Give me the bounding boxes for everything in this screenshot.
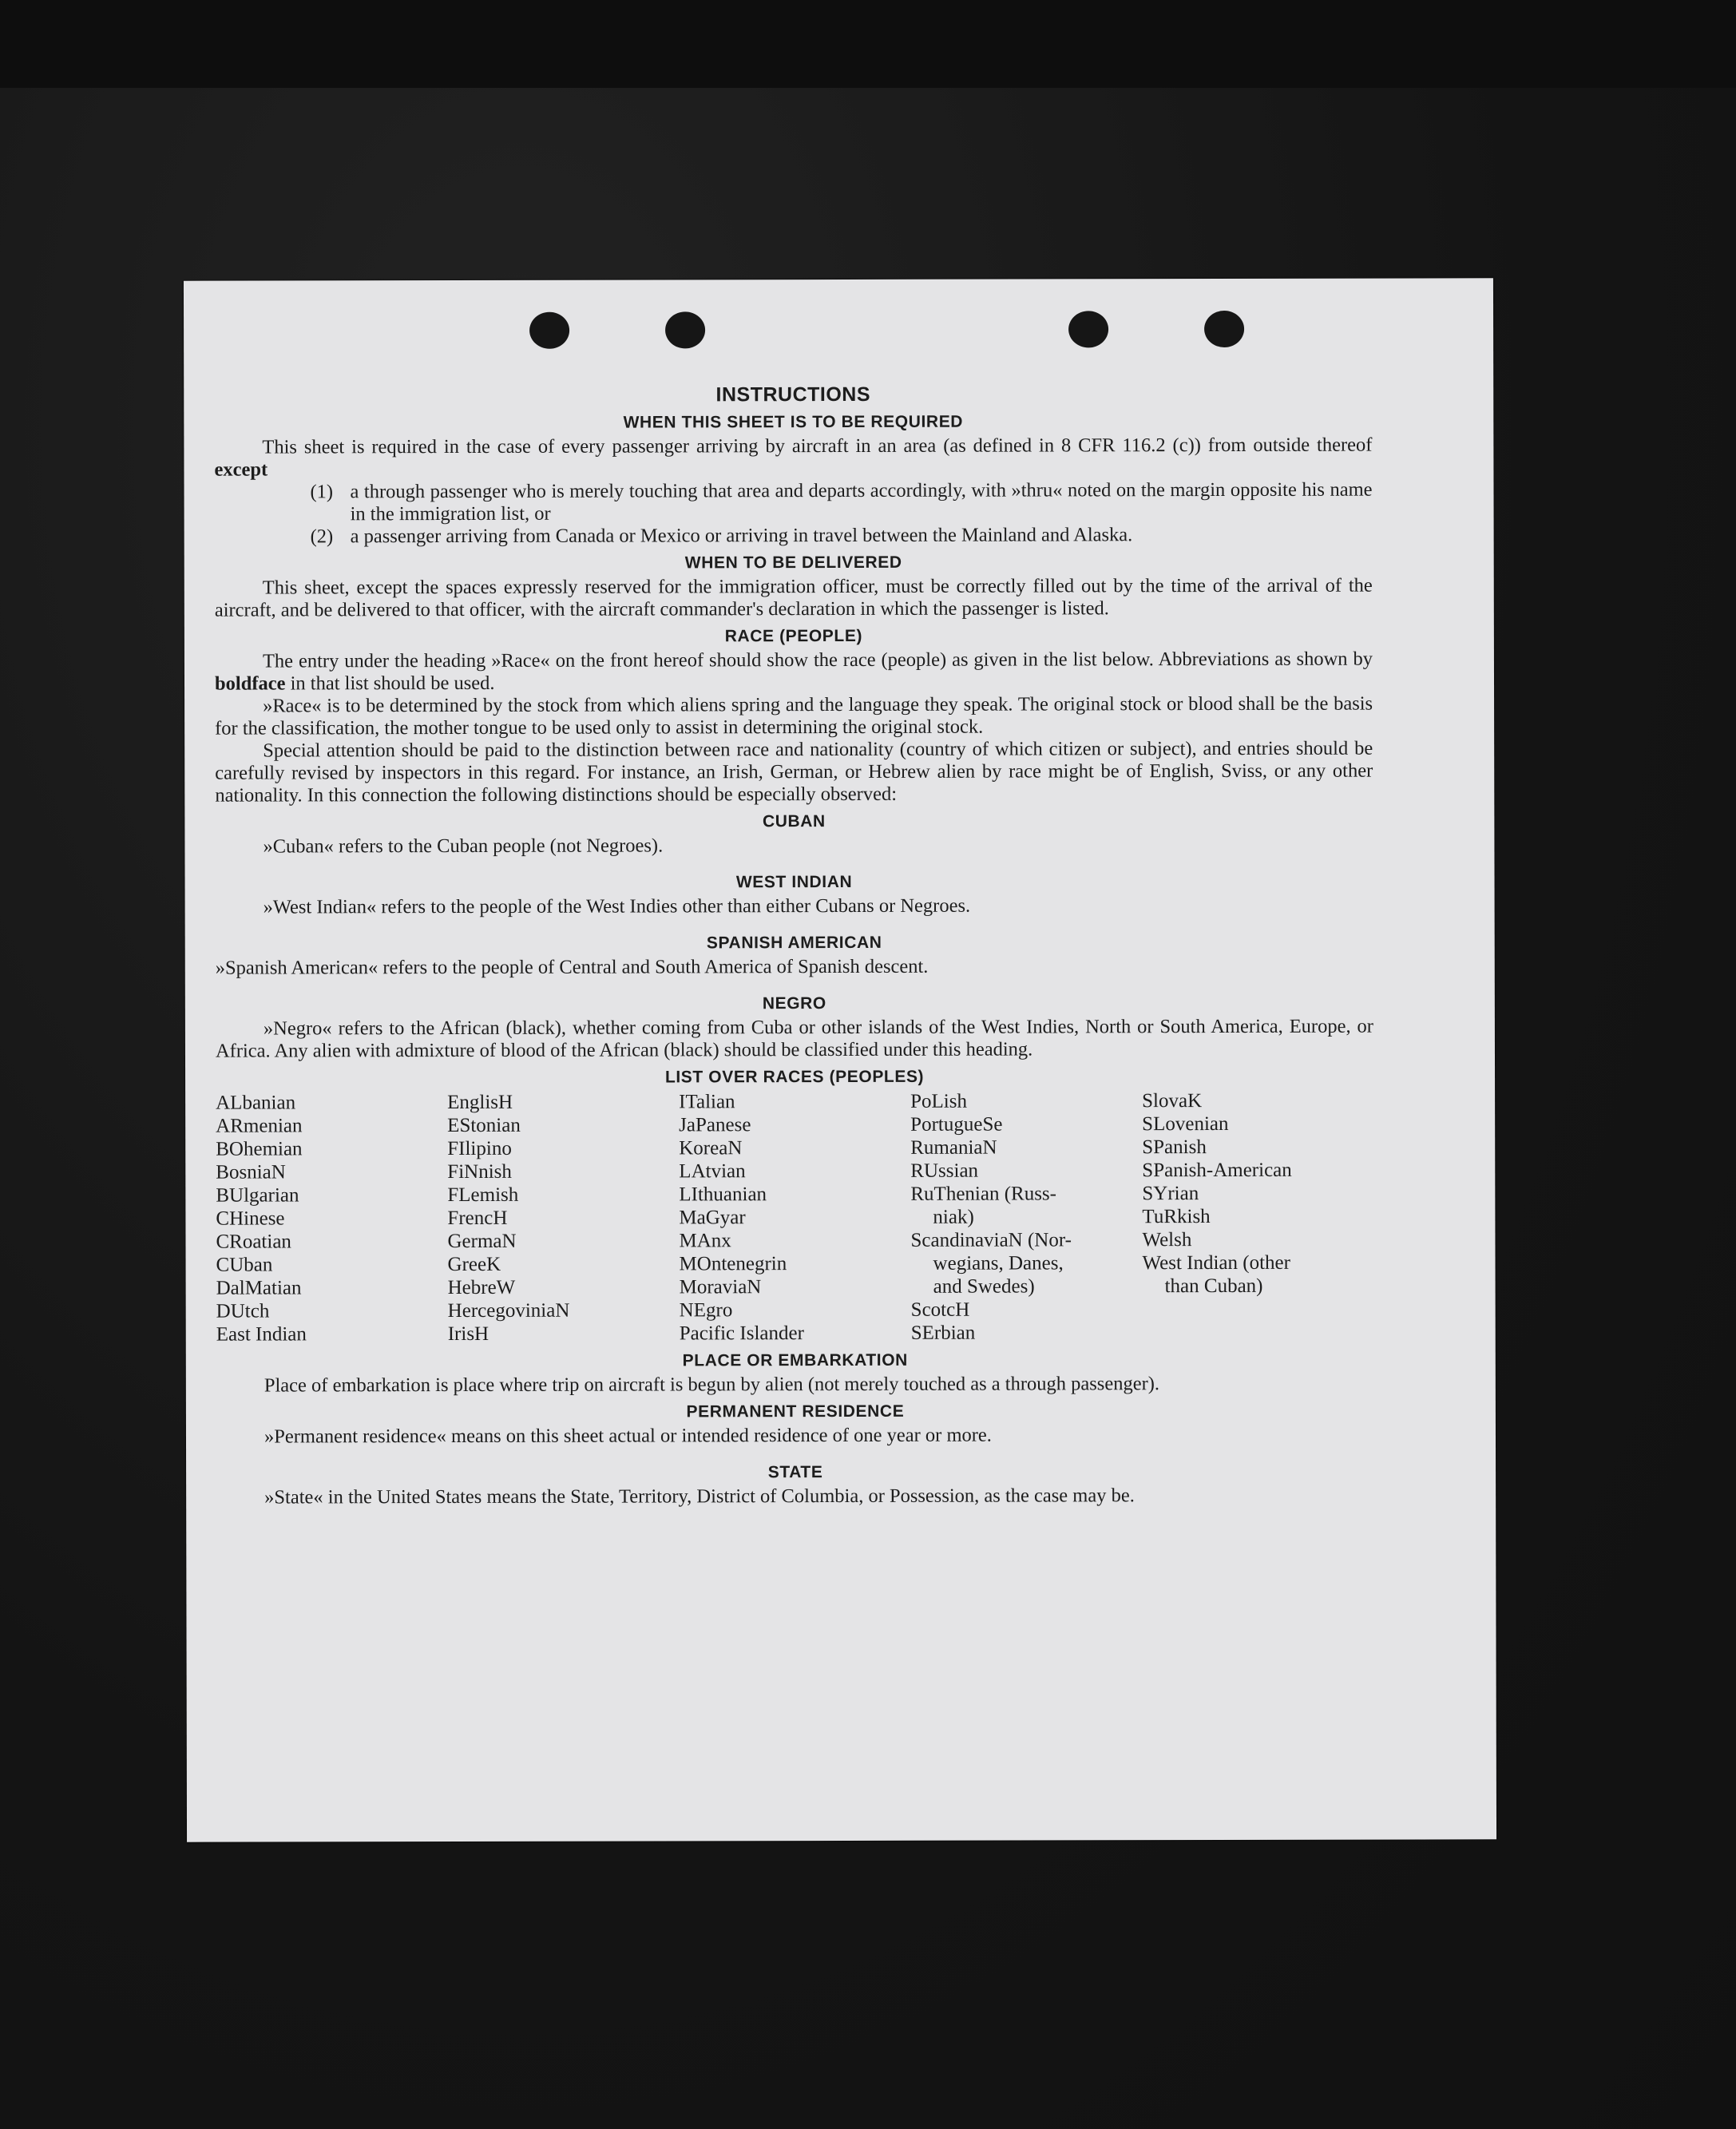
race-entry: PortugueSe	[910, 1113, 1003, 1136]
race-entry: CHinese	[216, 1207, 285, 1230]
race-entry: BOhemian	[216, 1138, 303, 1160]
race-entry: FLemish	[447, 1183, 519, 1207]
when-required-text: This sheet is required in the case of every passenger arriving by aircraft in an area (as defined in 8 CFR 116.2 (c)) from outside thereof	[262, 434, 1373, 458]
race-entry: SPanish-American	[1142, 1159, 1292, 1182]
race-entry: TuRkish	[1142, 1206, 1211, 1228]
race-paragraph-2: »Race« is to be determined by the stock from which aliens spring and the language they speak. The original stock or blood shall be the basis for the classification, the mother tongue to be used only to assist in determining the original stock.	[215, 692, 1373, 739]
race-entry: Welsh	[1142, 1229, 1192, 1251]
race-entry: niak)	[933, 1206, 974, 1228]
race-entry: Pacific Islander	[679, 1322, 804, 1345]
race-entry: GreeK	[447, 1253, 501, 1276]
heading-race: RACE (PEOPLE)	[724, 626, 863, 646]
west-indian-text: »West Indian« refers to the people of the West Indies other than either Cubans or Negroes.	[263, 894, 971, 918]
punch-hole	[1068, 311, 1108, 347]
race-entry: CUban	[216, 1254, 273, 1276]
races-column-3	[679, 1090, 911, 1346]
race-entry: ITalian	[679, 1091, 735, 1113]
heading-embarkation: PLACE OR EMBARKATION	[682, 1350, 908, 1370]
race-entry: JaPanese	[679, 1114, 751, 1136]
heading-west-indian: WEST INDIAN	[735, 872, 853, 892]
race-entry: LAtvian	[679, 1160, 746, 1183]
race-entry: FiNnish	[447, 1160, 512, 1183]
race-entry: HebreW	[447, 1276, 516, 1299]
race-entry: CRoatian	[216, 1231, 291, 1253]
heading-when-delivered: WHEN TO BE DELIVERED	[684, 553, 902, 573]
scan-top-band	[0, 0, 1736, 88]
negro-text: »Negro« refers to the African (black), whether coming from Cuba or other islands of the West Indies, North or South America, Europe, or Africa. Any alien with admixture of blood of the African (black) should be classified under this heading.	[215, 1015, 1373, 1062]
race-entry: ALbanian	[216, 1092, 296, 1114]
race-entry: West Indian (other	[1142, 1251, 1290, 1275]
document-content	[214, 383, 1374, 1509]
race-entry: DalMatian	[216, 1277, 302, 1299]
race-paragraph-3: Special attention should be paid to the distinction between race and nationality (country of which citizen or subject), and entries should be carefully revised by inspectors in this regard. For instance, an Irish, German, or Hebrew alien by race might be of English, Sviss, or any other nationality. In this connection the following distinctions should be especially observed:	[215, 737, 1373, 807]
race-entry: NEgro	[679, 1299, 733, 1322]
race-entry: HercegoviniaN	[447, 1299, 570, 1322]
race-entry: MOntenegrin	[679, 1253, 787, 1275]
race-p1-a: The entry under the heading »Race« on the front hereof should show the race (people) as given in the list below. Abbreviations as shown by	[262, 648, 1373, 672]
item-text: a through passenger who is merely touching that area and departs accordingly, with »thru« noted on the margin opposite his name in the immigration list, or	[350, 478, 1373, 525]
document-title: INSTRUCTIONS	[715, 383, 871, 406]
heading-cuban: CUBAN	[762, 812, 826, 831]
punch-hole	[1204, 311, 1244, 347]
race-entry: MoraviaN	[679, 1276, 762, 1298]
embarkation-text: Place of embarkation is place where trip on aircraft is begun by alien (not merely touched as a through passenger).	[264, 1373, 1160, 1397]
race-entry: MaGyar	[679, 1207, 746, 1229]
race-entry: IrisH	[447, 1322, 489, 1346]
race-entry: East Indian	[216, 1323, 307, 1346]
race-entry: RUssian	[910, 1160, 979, 1182]
item-number: (1)	[310, 481, 334, 503]
heading-state: STATE	[767, 1463, 823, 1482]
when-required-paragraph	[214, 434, 1372, 482]
race-entry: BUlgarian	[216, 1184, 299, 1207]
races-column-1	[216, 1091, 448, 1346]
race-entry: FIlipino	[447, 1137, 512, 1160]
item-number: (2)	[310, 525, 334, 548]
race-p1-b: in that list should be used.	[290, 672, 495, 695]
race-entry: FrencH	[447, 1207, 508, 1230]
race-entry: PoLish	[910, 1090, 967, 1112]
race-entry: SYrian	[1142, 1183, 1199, 1205]
race-entry: wegians, Danes,	[933, 1252, 1064, 1275]
races-column-2	[447, 1090, 680, 1346]
list-item	[215, 524, 1373, 549]
race-entry: DUtch	[216, 1300, 270, 1322]
race-entry: BosniaN	[216, 1161, 286, 1183]
heading-spanish-american: SPANISH AMERICAN	[706, 933, 882, 953]
list-item	[214, 479, 1372, 526]
race-entry: MAnx	[679, 1230, 731, 1252]
race-entry: RumaniaN	[910, 1136, 997, 1159]
race-entry: GermaN	[447, 1230, 517, 1253]
race-entry: LIthuanian	[679, 1183, 767, 1206]
race-entry: SlovaK	[1142, 1090, 1203, 1112]
residence-text: »Permanent residence« means on this sheet actual or intended residence of one year or more.	[264, 1424, 992, 1448]
race-entry: KoreaN	[679, 1137, 743, 1160]
boldface-word: boldface	[214, 672, 286, 695]
race-entry: ARmenian	[216, 1115, 303, 1137]
race-entry: than Cuban)	[1164, 1275, 1263, 1298]
race-paragraph-1	[215, 648, 1373, 696]
race-entry: SLovenian	[1142, 1112, 1229, 1136]
race-entry: SPanish	[1142, 1136, 1207, 1159]
item-text: a passenger arriving from Canada or Mexico or arriving in travel between the Mainland and Alaska.	[350, 524, 1133, 548]
document-sheet	[184, 278, 1496, 1842]
heading-permanent-residence: PERMANENT RESIDENCE	[686, 1401, 905, 1421]
punch-hole	[529, 312, 569, 349]
race-entry: ScotcH	[910, 1298, 970, 1321]
race-entry: RuThenian (Russ-	[910, 1183, 1057, 1205]
cuban-text: »Cuban« refers to the Cuban people (not Negroes).	[263, 835, 664, 858]
except-word: except	[214, 458, 268, 481]
race-entry: EStonian	[447, 1114, 521, 1137]
races-column-4	[910, 1089, 1143, 1345]
heading-when-required: WHEN THIS SHEET IS TO BE REQUIRED	[623, 412, 964, 432]
state-text: »State« in the United States means the State, Territory, District of Columbia, or Possession, as the case may be.	[264, 1485, 1135, 1509]
race-entry: and Swedes)	[933, 1275, 1035, 1298]
punch-hole	[665, 311, 705, 348]
races-column-5	[1142, 1089, 1374, 1345]
heading-negro: NEGRO	[762, 994, 826, 1013]
race-entry: ScandinaviaN (Nor-	[910, 1229, 1072, 1251]
races-list	[216, 1089, 1374, 1346]
spanish-american-text: »Spanish American« refers to the people of Central and South America of Spanish descent.	[215, 955, 929, 979]
heading-races-list: LIST OVER RACES (PEOPLES)	[664, 1067, 925, 1087]
race-entry: EnglisH	[447, 1091, 513, 1114]
race-entry: SErbian	[910, 1322, 976, 1344]
when-delivered-text: This sheet, except the spaces expressly reserved for the immigration officer, must be correctly filled out by the time of the arrival of the aircraft, and be delivered to that officer, with the aircraft commander's declaration in which the passenger is listed.	[214, 574, 1373, 621]
